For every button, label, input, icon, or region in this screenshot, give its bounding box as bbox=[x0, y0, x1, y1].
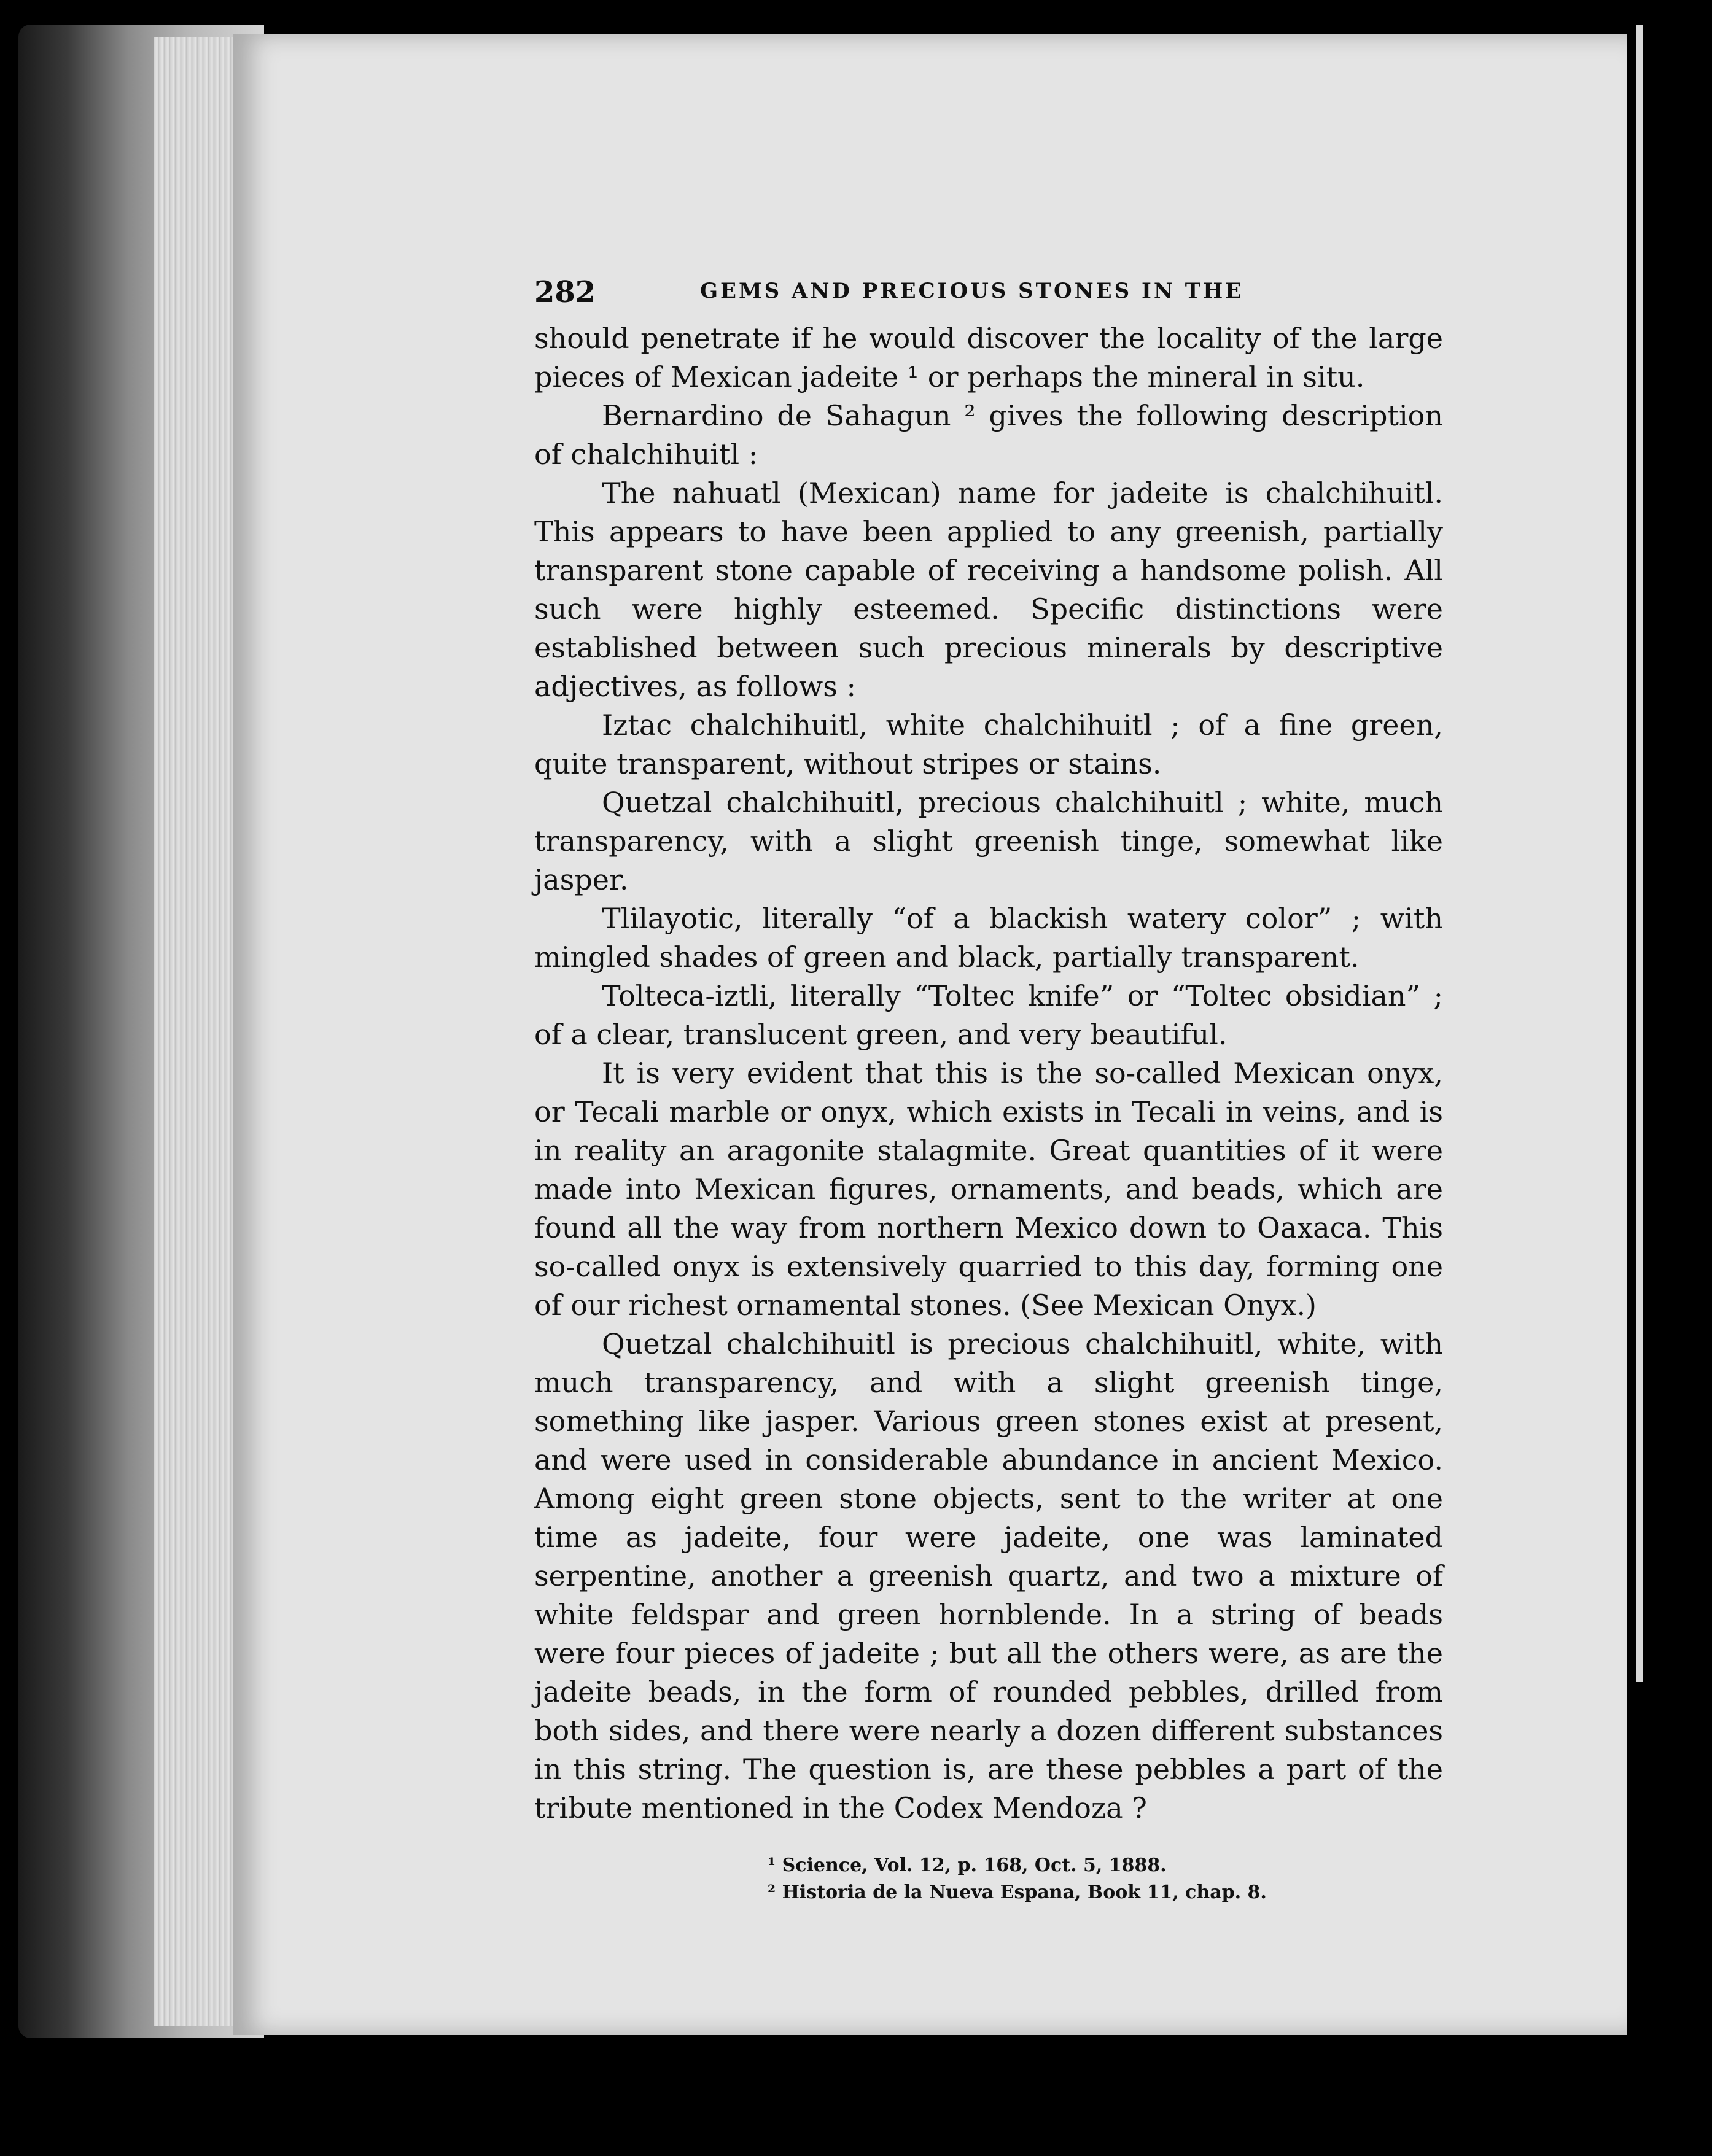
paragraph: should penetrate if he would discover the locality of the large pieces of Mexican jadeite ¹ or perhaps the mineral in situ. bbox=[534, 322, 1443, 394]
paragraph: Quetzal chalchihuitl is precious chalchihuitl, white, with much transparency, and with a slight greenish tinge, something like jasper. Various green stones exist at present, and were used in considerable abundance in ancient Mexico. Among eight green stone objects, sent to the writer at one time as jadeite, four were jadeite, one was laminated serpentine, another a greenish quartz, and two a mixture of white feldspar and green hornblende. In a string of beads were four pieces of jadeite ; but all the others were, as are the jadeite beads, in the form of rounded pebbles, drilled from both sides, and there were nearly a dozen different substances in this string. The question is, are these pebbles a part of the tribute mentioned in the Codex Mendoza ? bbox=[534, 1327, 1443, 1824]
paragraph: Tolteca-iztli, literally “Toltec knife” or “Toltec obsidian” ; of a clear, translucent green, and very beautiful. bbox=[534, 979, 1443, 1051]
running-head: GEMS AND PRECIOUS STONES IN THE bbox=[700, 279, 1244, 303]
paragraph: The nahuatl (Mexican) name for jadeite is chalchihuitl. This appears to have been applied to any greenish, partially transparent stone capable of receiving a handsome polish. All such were highly esteemed. Specific distinctions were established between such precious minerals by descriptive adjectives, as follows : bbox=[534, 476, 1443, 703]
paragraph: Iztac chalchihuitl, white chalchihuitl ; of a fine green, quite transparent, without stripes or stains. bbox=[534, 708, 1443, 780]
page-number: 282 bbox=[534, 275, 596, 309]
paragraph: It is very evident that this is the so-called Mexican onyx, or Tecali marble or onyx, which exists in Tecali in veins, and is in reality an aragonite stalagmite. Great quantities of it were made into Mexican figures, ornaments, and beads, which are found all the way from northern Mexico down to Oaxaca. This so-called onyx is extensively quarried to this day, forming one of our richest ornamental stones. (See Mexican Onyx.) bbox=[534, 1057, 1443, 1322]
paragraph: Quetzal chalchihuitl, precious chalchihuitl ; white, much transparency, with a slight greenish tinge, somewhat like jasper. bbox=[534, 786, 1443, 896]
footnote: ² Historia de la Nueva Espana, Book 11, chap. 8. bbox=[768, 1882, 1267, 1903]
body-text bbox=[534, 319, 1443, 1828]
footnotes bbox=[534, 1852, 1443, 1906]
right-border bbox=[1633, 0, 1712, 2156]
paragraph: Tlilayotic, literally “of a blackish watery color” ; with mingled shades of green and black, partially transparent. bbox=[534, 902, 1443, 974]
footnote: ¹ Science, Vol. 12, p. 168, Oct. 5, 1888. bbox=[768, 1855, 1167, 1876]
page-content bbox=[534, 270, 1443, 1906]
next-page-edge bbox=[1636, 25, 1643, 1682]
page-header bbox=[534, 270, 1443, 319]
paragraph: Bernardino de Sahagun ² gives the following description of chalchihuitl : bbox=[534, 399, 1443, 471]
